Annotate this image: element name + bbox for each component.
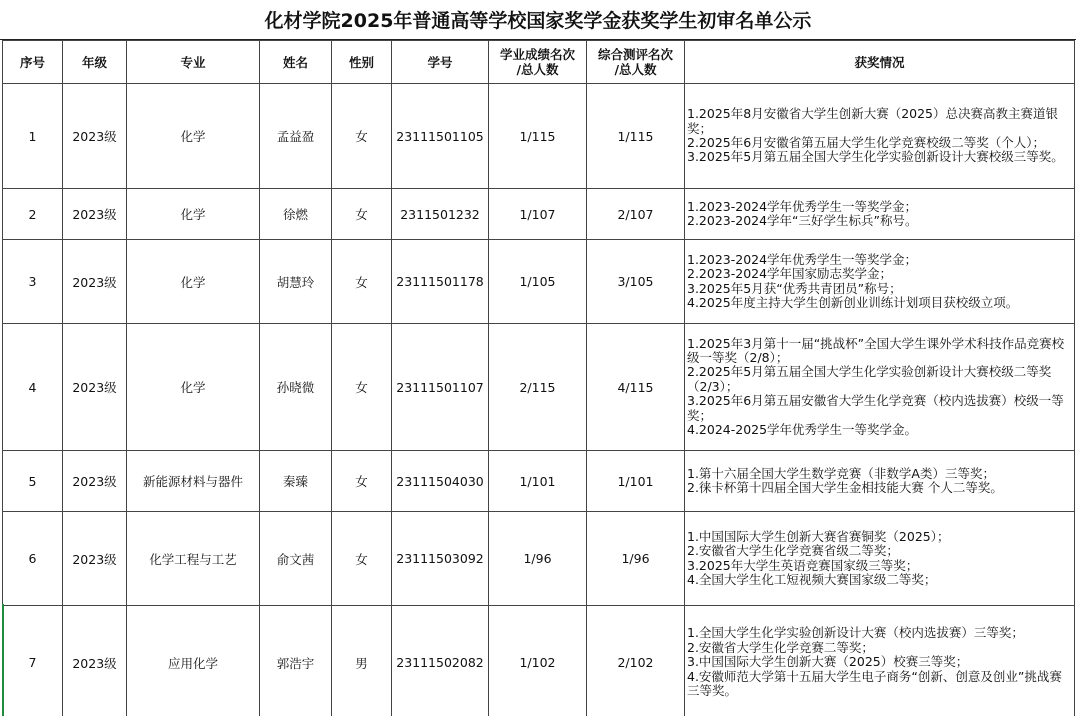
cell-academic-rank[interactable]: 1/115 xyxy=(489,84,587,189)
table-row xyxy=(3,606,1075,716)
award-line: 1.第十六届全国大学生数学竞赛（非数学A类）三等奖； xyxy=(687,465,995,481)
award-line: 2.2023-2024学年国家励志奖学金； xyxy=(687,266,893,282)
header-grade: 年级 xyxy=(63,41,127,84)
header-academic-rank-line1: 学业成绩名次 xyxy=(499,47,575,62)
cell-gender[interactable]: 女 xyxy=(332,324,392,451)
cell-gender[interactable]: 女 xyxy=(332,189,392,240)
cell-seq[interactable]: 3 xyxy=(3,240,63,324)
cell-major[interactable]: 化学 xyxy=(127,240,260,324)
header-overall-rank-line2: /总人数 xyxy=(614,62,657,77)
cell-gender[interactable]: 女 xyxy=(332,451,392,512)
cell-overall-rank[interactable]: 3/105 xyxy=(587,240,685,324)
cell-academic-rank[interactable]: 1/107 xyxy=(489,189,587,240)
award-line: 2.安徽省大学生化学竞赛省级二等奖； xyxy=(687,543,899,559)
cell-gender[interactable]: 女 xyxy=(332,512,392,606)
cell-academic-rank[interactable]: 1/102 xyxy=(489,606,587,716)
cell-name[interactable]: 徐燃 xyxy=(260,189,332,240)
cell-name[interactable]: 秦臻 xyxy=(260,451,332,512)
scholarship-table xyxy=(2,40,1075,716)
table-row xyxy=(3,451,1075,512)
header-academic-rank xyxy=(489,41,587,84)
award-line: 1.2023-2024学年优秀学生一等奖学金； xyxy=(687,198,918,214)
cell-student-id[interactable]: 2311501232 xyxy=(392,189,489,240)
selection-border xyxy=(2,604,4,716)
cell-student-id[interactable]: 23111504030 xyxy=(392,451,489,512)
cell-grade[interactable]: 2023级 xyxy=(63,512,127,606)
cell-name[interactable]: 孙晓微 xyxy=(260,324,332,451)
cell-student-id[interactable]: 23111503092 xyxy=(392,512,489,606)
header-name: 姓名 xyxy=(260,41,332,84)
award-line: 2.安徽省大学生化学竞赛二等奖； xyxy=(687,639,874,655)
cell-overall-rank[interactable]: 2/107 xyxy=(587,189,685,240)
header-overall-rank-line1: 综合测评名次 xyxy=(597,47,673,62)
cell-academic-rank[interactable]: 2/115 xyxy=(489,324,587,451)
cell-major[interactable]: 化学 xyxy=(127,189,260,240)
cell-awards[interactable] xyxy=(685,84,1075,189)
cell-overall-rank[interactable]: 1/96 xyxy=(587,512,685,606)
cell-seq[interactable]: 5 xyxy=(3,451,63,512)
cell-name[interactable]: 郭浩宇 xyxy=(260,606,332,716)
cell-overall-rank[interactable]: 2/102 xyxy=(587,606,685,716)
award-line: 3.中国国际大学生创新大赛（2025）校赛三等奖； xyxy=(687,654,969,670)
table-row xyxy=(3,84,1075,189)
cell-seq[interactable]: 7 xyxy=(3,606,63,716)
cell-seq[interactable]: 6 xyxy=(3,512,63,606)
award-line: 3.2025年5月第五届全国大学生化学实验创新设计大赛校级三等奖。 xyxy=(687,149,1064,165)
cell-academic-rank[interactable]: 1/101 xyxy=(489,451,587,512)
cell-major[interactable]: 化学 xyxy=(127,84,260,189)
cell-grade[interactable]: 2023级 xyxy=(63,324,127,451)
header-student-id: 学号 xyxy=(392,41,489,84)
cell-grade[interactable]: 2023级 xyxy=(63,240,127,324)
award-line: 2.徕卡杯第十四届全国大学生金相技能大赛 个人二等奖。 xyxy=(687,480,1003,495)
cell-major[interactable]: 新能源材料与器件 xyxy=(127,451,260,512)
cell-academic-rank[interactable]: 1/105 xyxy=(489,240,587,324)
award-line: 1.2023-2024学年优秀学生一等奖学金； xyxy=(687,251,918,267)
cell-overall-rank[interactable]: 1/115 xyxy=(587,84,685,189)
cell-gender[interactable]: 女 xyxy=(332,84,392,189)
award-line: 4.2024-2025学年优秀学生一等奖学金。 xyxy=(687,422,918,438)
award-line: 2.2023-2024学年“三好学生标兵”称号。 xyxy=(687,213,918,228)
header-gender: 性别 xyxy=(332,41,392,84)
table-row xyxy=(3,189,1075,240)
award-line: 1.2025年3月第十一届“挑战杯”全国大学生课外学术科技作品竞赛校级一等奖（2/8）； xyxy=(687,335,1065,365)
cell-seq[interactable]: 4 xyxy=(3,324,63,451)
cell-overall-rank[interactable]: 1/101 xyxy=(587,451,685,512)
award-line: 1.全国大学生化学实验创新设计大赛（校内选拔赛）三等奖； xyxy=(687,625,1024,641)
cell-awards[interactable] xyxy=(685,512,1075,606)
cell-student-id[interactable]: 23111501107 xyxy=(392,324,489,451)
table-row xyxy=(3,324,1075,451)
award-line: 2.2025年6月安徽省第五届大学生化学竞赛校级二等奖（个人）； xyxy=(687,135,1045,150)
header-awards: 获奖情况 xyxy=(685,41,1075,84)
award-line: 3.2025年5月获“优秀共青团员”称号； xyxy=(687,280,902,296)
cell-student-id[interactable]: 23111501105 xyxy=(392,84,489,189)
award-line: 4.安徽师范大学第十五届大学生电子商务“创新、创意及创业”挑战赛三等奖。 xyxy=(687,668,1062,699)
cell-awards[interactable] xyxy=(685,324,1075,451)
cell-student-id[interactable]: 23111501178 xyxy=(392,240,489,324)
award-line: 4.全国大学生化工短视频大赛国家级二等奖； xyxy=(687,571,937,587)
cell-major[interactable]: 应用化学 xyxy=(127,606,260,716)
cell-seq[interactable]: 2 xyxy=(3,189,63,240)
cell-awards[interactable] xyxy=(685,451,1075,512)
award-line: 2.2025年5月第五届全国大学生化学实验创新设计大赛校级二等奖（2/3）； xyxy=(687,364,1052,394)
cell-name[interactable]: 孟益盈 xyxy=(260,84,332,189)
table-row xyxy=(3,512,1075,606)
award-line: 4.2025年度主持大学生创新创业训练计划项目获校级立项。 xyxy=(687,294,1019,310)
award-line: 1.中国国际大学生创新大赛省赛铜奖（2025）； xyxy=(687,528,950,544)
award-line: 3.2025年6月第五届安徽省大学生化学竞赛（校内选拔赛）校级一等奖； xyxy=(687,393,1064,423)
table-row xyxy=(3,240,1075,324)
cell-student-id[interactable]: 23111502082 xyxy=(392,606,489,716)
cell-grade[interactable]: 2023级 xyxy=(63,189,127,240)
cell-grade[interactable]: 2023级 xyxy=(63,84,127,189)
award-line: 1.2025年8月安徽省大学生创新大赛（2025）总决赛高教主赛道银奖； xyxy=(687,106,1059,136)
cell-major[interactable]: 化学 xyxy=(127,324,260,451)
cell-academic-rank[interactable]: 1/96 xyxy=(489,512,587,606)
cell-grade[interactable]: 2023级 xyxy=(63,451,127,512)
cell-awards[interactable] xyxy=(685,240,1075,324)
cell-gender[interactable]: 男 xyxy=(332,606,392,716)
header-major: 专业 xyxy=(127,41,260,84)
cell-major[interactable]: 化学工程与工艺 xyxy=(127,512,260,606)
header-overall-rank xyxy=(587,41,685,84)
cell-gender[interactable]: 女 xyxy=(332,240,392,324)
award-line: 3.2025年大学生英语竞赛国家级三等奖； xyxy=(687,557,919,573)
cell-awards[interactable] xyxy=(685,189,1075,240)
cell-name[interactable]: 俞文茜 xyxy=(260,512,332,606)
cell-seq[interactable]: 1 xyxy=(3,84,63,189)
header-seq: 序号 xyxy=(3,41,63,84)
cell-grade[interactable]: 2023级 xyxy=(63,606,127,716)
header-row xyxy=(3,41,1075,84)
document-title: 化材学院2025年普通高等学校国家奖学金获奖学生初审名单公示 xyxy=(0,0,1076,40)
header-academic-rank-line2: /总人数 xyxy=(516,62,559,77)
cell-overall-rank[interactable]: 4/115 xyxy=(587,324,685,451)
cell-name[interactable]: 胡慧玲 xyxy=(260,240,332,324)
cell-awards[interactable] xyxy=(685,606,1075,716)
